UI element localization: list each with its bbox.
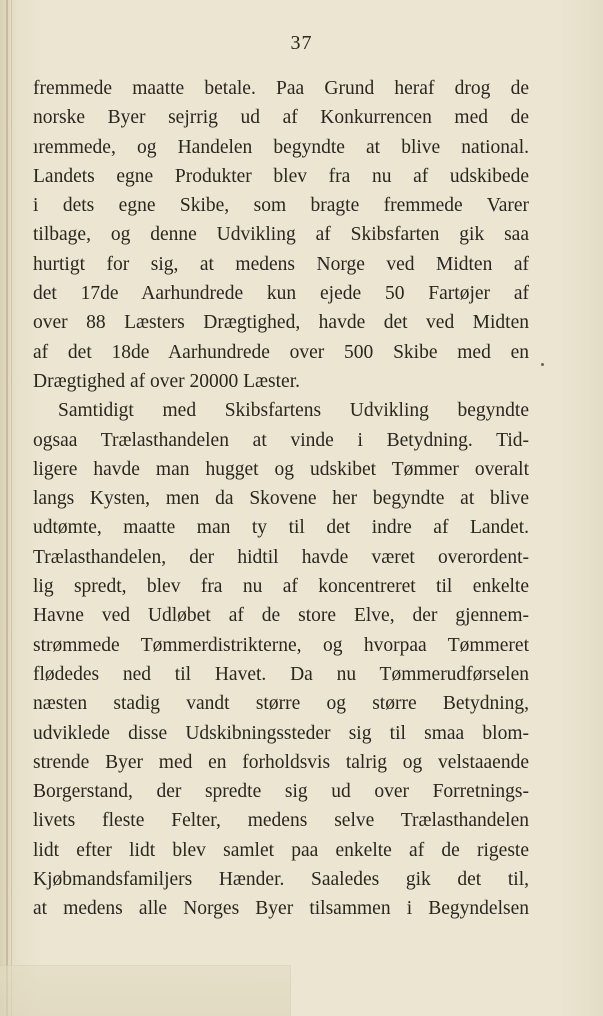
text-line: i dets egne Skibe, som bragte fremmede Varer [33, 195, 529, 217]
text-line: at medens alle Norges Byer tilsammen i Begyndelsen [33, 898, 529, 920]
binding-edge-inner [11, 0, 12, 1016]
text-line: langs Kysten, men da Skovene her begyndte at blive [33, 488, 529, 510]
text-line: Borgerstand, der spredte sig ud over Forretnings- [33, 781, 529, 803]
text-line: ligere havde man hugget og udskibet Tømmer overalt [33, 458, 529, 480]
text-line: Trælasthandelen, der hidtil havde været overordent- [33, 546, 529, 568]
text-line: næsten stadig vandt større og større Betydning, [33, 693, 529, 715]
text-line: Landets egne Produkter blev fra nu af udskibede [33, 165, 529, 187]
text-line: strømmede Tømmerdistrikterne, og hvorpaa Tømmeret [33, 634, 529, 656]
page-fold-shadow [0, 965, 291, 1016]
text-line: Samtidigt med Skibsfartens Udvikling begyndte [58, 400, 529, 422]
text-line: fremmede maatte betale. Paa Grund heraf drog de [33, 78, 529, 99]
text-line: af det 18de Aarhundrede over 500 Skibe med en [33, 341, 529, 363]
text-line: Drægtighed af over 20000 Læster. [33, 370, 300, 392]
binding-edge [6, 0, 8, 1016]
text-line: lig spredt, blev fra nu af koncentreret til enkelte [33, 576, 529, 598]
paper-speck [541, 363, 544, 366]
text-line: det 17de Aarhundrede kun ejede 50 Fartøjer af [33, 283, 529, 305]
text-line: tilbage, og denne Udvikling af Skibsfarten gik saa [33, 224, 529, 246]
text-line: hurtigt for sig, at medens Norge ved Midten af [33, 253, 529, 275]
text-line: livets fleste Felter, medens selve Trælasthandelen [33, 810, 529, 832]
text-line: Havne ved Udløbet af de store Elve, der gjennem- [33, 605, 529, 627]
text-line: ogsaa Trælasthandelen at vinde i Betydning. Tid- [33, 429, 529, 451]
text-line: lidt efter lidt blev samlet paa enkelte af de rigeste [33, 839, 529, 861]
text-line: over 88 Læsters Drægtighed, havde det ved Midten [33, 312, 529, 334]
body-text [33, 74, 529, 924]
page-number: 37 [290, 32, 313, 54]
text-line: norske Byer sejrrig ud af Konkurrencen med de [33, 107, 529, 129]
text-line: strende Byer med en forholdsvis talrig og velstaaende [33, 751, 529, 773]
text-line: ıremmede, og Handelen begyndte at blive national. [33, 136, 529, 158]
text-line: flødedes ned til Havet. Da nu Tømmerudførselen [33, 663, 529, 685]
text-line: Kjøbmandsfamiljers Hænder. Saaledes gik det til, [33, 869, 529, 891]
text-line: udtømte, maatte man ty til det indre af Landet. [33, 517, 529, 539]
text-line: udviklede disse Udskibningssteder sig til smaa blom- [33, 722, 529, 744]
